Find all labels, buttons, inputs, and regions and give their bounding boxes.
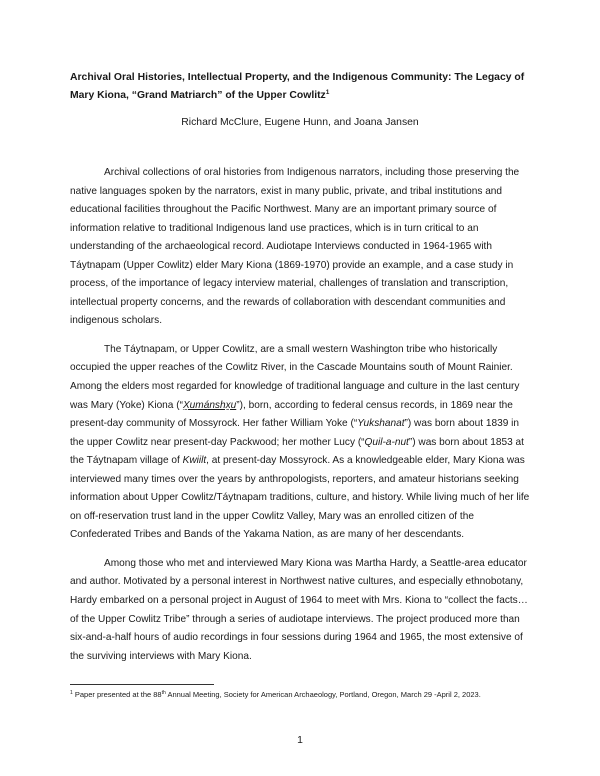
village-name: Kwiilt [182, 455, 207, 467]
paragraph-2 [70, 341, 532, 545]
paragraph-2-segment-c: ”) was born about 1839 in the upper Cowlitz near present-day Packwood; her mother Lucy (“ [70, 418, 519, 448]
footnote-ordinal: th [161, 690, 166, 696]
body-text [70, 164, 532, 676]
paragraph-2-segment-a: The Táytnapam, or Upper Cowlitz, are a small western Washington tribe who historically occupied the upper reaches of the Cowlitz River, in the Cascade Mountains south of Mount Rainier. Among the elders most regarded for knowledge of traditional language and culture in the last century was Mary (Yoke) Kiona (“ [70, 343, 520, 411]
paragraph-2-segment-b: ”), born, according to federal census records, in 1869 near the present-day community of Mossyrock. Her father William Yoke (“ [70, 399, 513, 430]
footnote-marker: 1 [70, 690, 73, 696]
father-name: Yukshanat [357, 418, 405, 430]
paragraph-2-segment-e: , at present-day Mossyrock. As a knowledgeable elder, Mary Kiona was interviewed many times over the years by anthropologists, reporters, and amateur historians seeking information about Upper Cowlitz/Táytnapam traditions, culture, and history. While living much of her life on off-reservation trust land in the upper Cowlitz Valley, Mary was an enrolled citizen of the Confederated Tribes and Bands of the Yakama Nation, as are many of her descendants. [70, 455, 530, 541]
paragraph-1: Archival collections of oral histories from Indigenous narrators, including those preserving the native languages spoken by the narrators, exist in many public, private, and tribal institutions and educational facilities throughout the Pacific Northwest. Many are an important primary source of information relative to traditional Indigenous land use practices, which is in turn critical to an understanding of the archaeological record. Audiotape Interviews conducted in 1964-1965 with Táytnapam (Upper Cowlitz) elder Mary Kiona (1869-1970) provide an example, and a case study in process, of the importance of legacy interview material, challenges of translation and transcription, intellectual property concerns, and the rewards of collaboration with descendant communities and indigenous scholars. [70, 167, 520, 327]
native-name: X̱umánshx̱u [182, 399, 237, 411]
author-list: Richard McClure, Eugene Hunn, and Joana Jansen [181, 117, 419, 128]
paragraph-2-segment-d: ”) was born about 1853 at the Táytnapam village of [70, 436, 524, 467]
paper-title [70, 69, 540, 104]
mother-name: Quil-a-nut [364, 436, 409, 448]
paragraph-3: Among those who met and interviewed Mary Kiona was Martha Hardy, a Seattle-area educator and author. Motivated by a personal interest in Northwest native cultures, and especially ethnobotany, Hardy embarked on a personal project in August of 1964 to meet with Mrs. Kiona to “collect the facts… of the Upper Cowlitz Tribe” through a series of audiotape interviews. The project produced more than six-and-a-half hours of audio recordings in four sessions during 1964 and 1965, the most extensive of the surviving interviews with Mary Kiona. [70, 557, 528, 662]
footnote-text-b: Annual Meeting, Society for American Archaeology, Portland, Oregon, March 29 -April 2, 2023. [165, 690, 481, 699]
paper-title-text: Archival Oral Histories, Intellectual Property, and the Indigenous Community: The Legacy of Mary Kiona, “Grand Matriarch” of the Upper Cowlitz [70, 72, 525, 101]
footnote [70, 689, 540, 701]
page-number: 1 [297, 735, 303, 746]
footnote-text-a: Paper presented at the 88 [72, 690, 162, 699]
footnote-divider [70, 684, 214, 685]
footnote-reference[interactable]: 1 [325, 88, 330, 96]
